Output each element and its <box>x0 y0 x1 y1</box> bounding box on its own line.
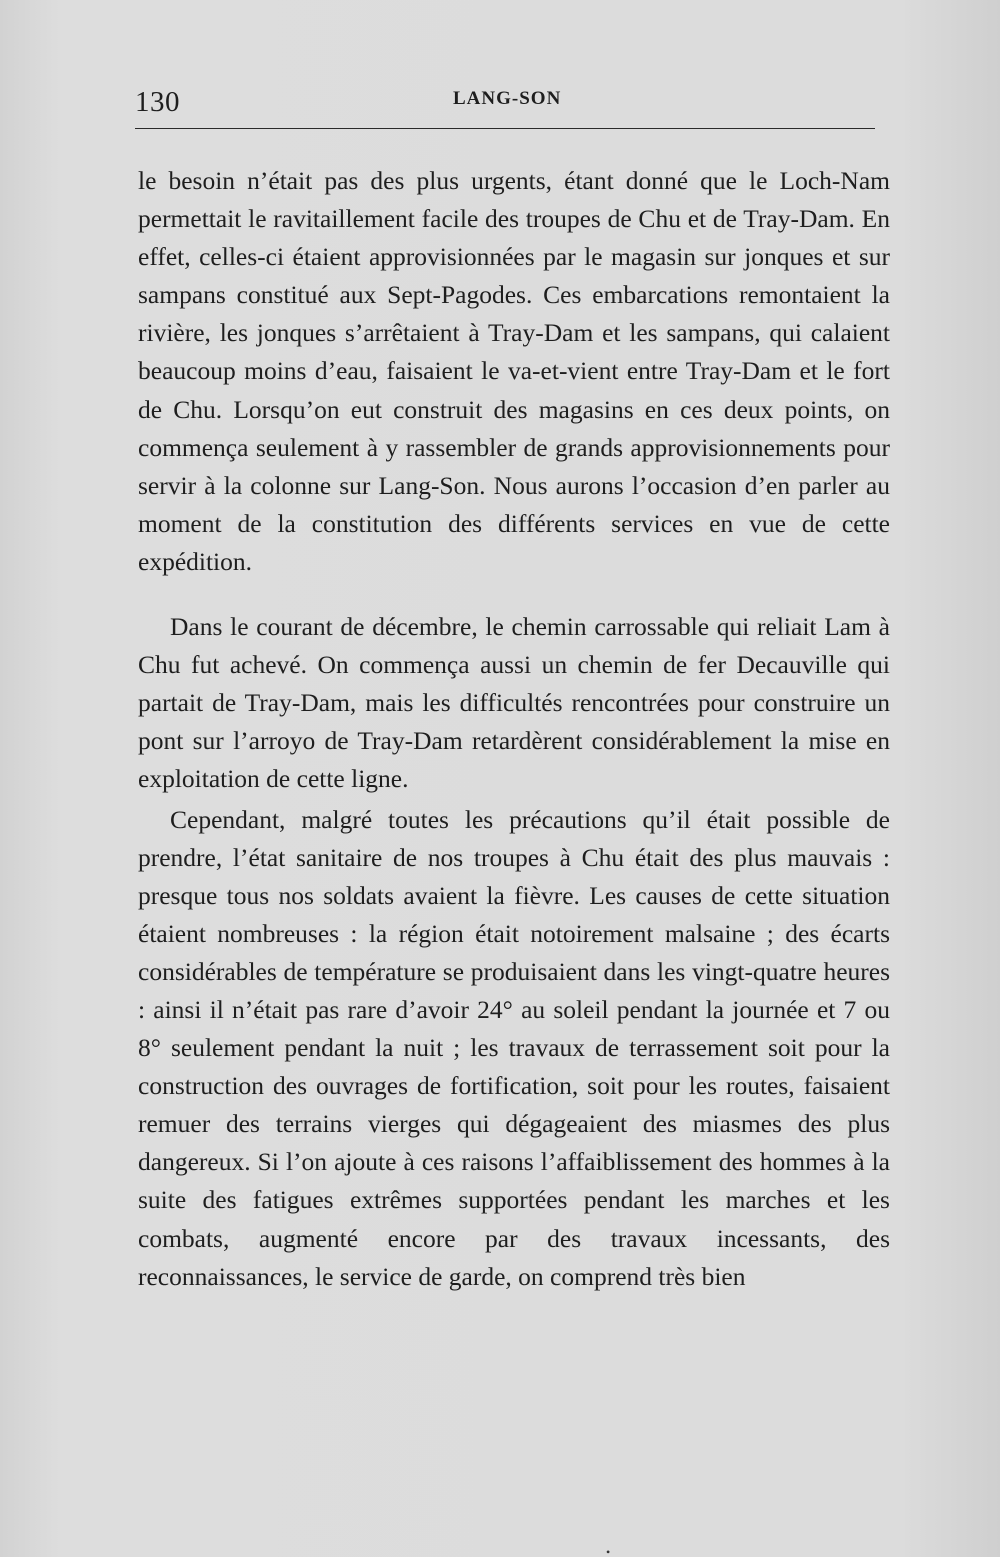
footer-mark: • <box>606 1545 611 1557</box>
paragraph-sanitary: Cependant, malgré toutes les précautions qu’il était possible de prendre, l’état sanitaire de nos troupes à Chu était des plus mauvais : presque tous nos soldats avaient la fièvre. Les causes de cette situation étaient nombreuses : la région était notoirement malsaine ; des écarts considérables de température se produisaient dans les vingt-quatre heures : ainsi il n’était pas rare d’avoir 24° au soleil pendant la journée et 7 ou 8° seulement pendant la nuit ; les travaux de terrassement soit pour la construction des ouvrages de fortification, soit pour les routes, faisaient remuer des terrains vierges qui dégageaient des miasmes des plus dangereux. Si l’on ajoute à ces raisons l’affaiblissement des hommes à la suite des fatigues extrêmes supportées pendant les marches et les combats, augmenté encore par des travaux incessants, des reconnaissances, le service de garde, on comprend très bien <box>138 804 890 1291</box>
running-head: LANG-SON <box>453 88 562 109</box>
paragraph-decauville: Dans le courant de décembre, le chemin carrossable qui reliait Lam à Chu fut achevé. On commença aussi un chemin de fer Decauville qui partait de Tray-Dam, mais les difficultés rencontrées pour construire un pont sur l’arroyo de Tray-Dam retardèrent considérablement la mise en exploitation de cette ligne. <box>138 612 890 794</box>
header-rule <box>135 128 875 129</box>
page-header <box>135 82 875 122</box>
page-number: 130 <box>135 86 180 118</box>
body-text <box>138 162 890 1296</box>
paragraph-continuation: le besoin n’était pas des plus urgents, étant donné que le Loch-Nam permettait le ravitaillement facile des troupes de Chu et de Tray-Dam. En effet, celles-ci étaient approvisionnées par le magasin sur jonques et sur sampans constitué aux Sept-Pagodes. Ces embarcations remontaient la rivière, les jonques s’arrêtaient à Tray-Dam et les sampans, qui calaient beaucoup moins d’eau, faisaient le va-et-vient entre Tray-Dam et le fort de Chu. Lorsqu’on eut construit des magasins en ces deux points, on commença seulement à y rassembler de grands approvisionnements pour servir à la colonne sur Lang-Son. Nous aurons l’occasion d’en parler au moment de la constitution des différents services en vue de cette expédition. <box>138 166 890 576</box>
